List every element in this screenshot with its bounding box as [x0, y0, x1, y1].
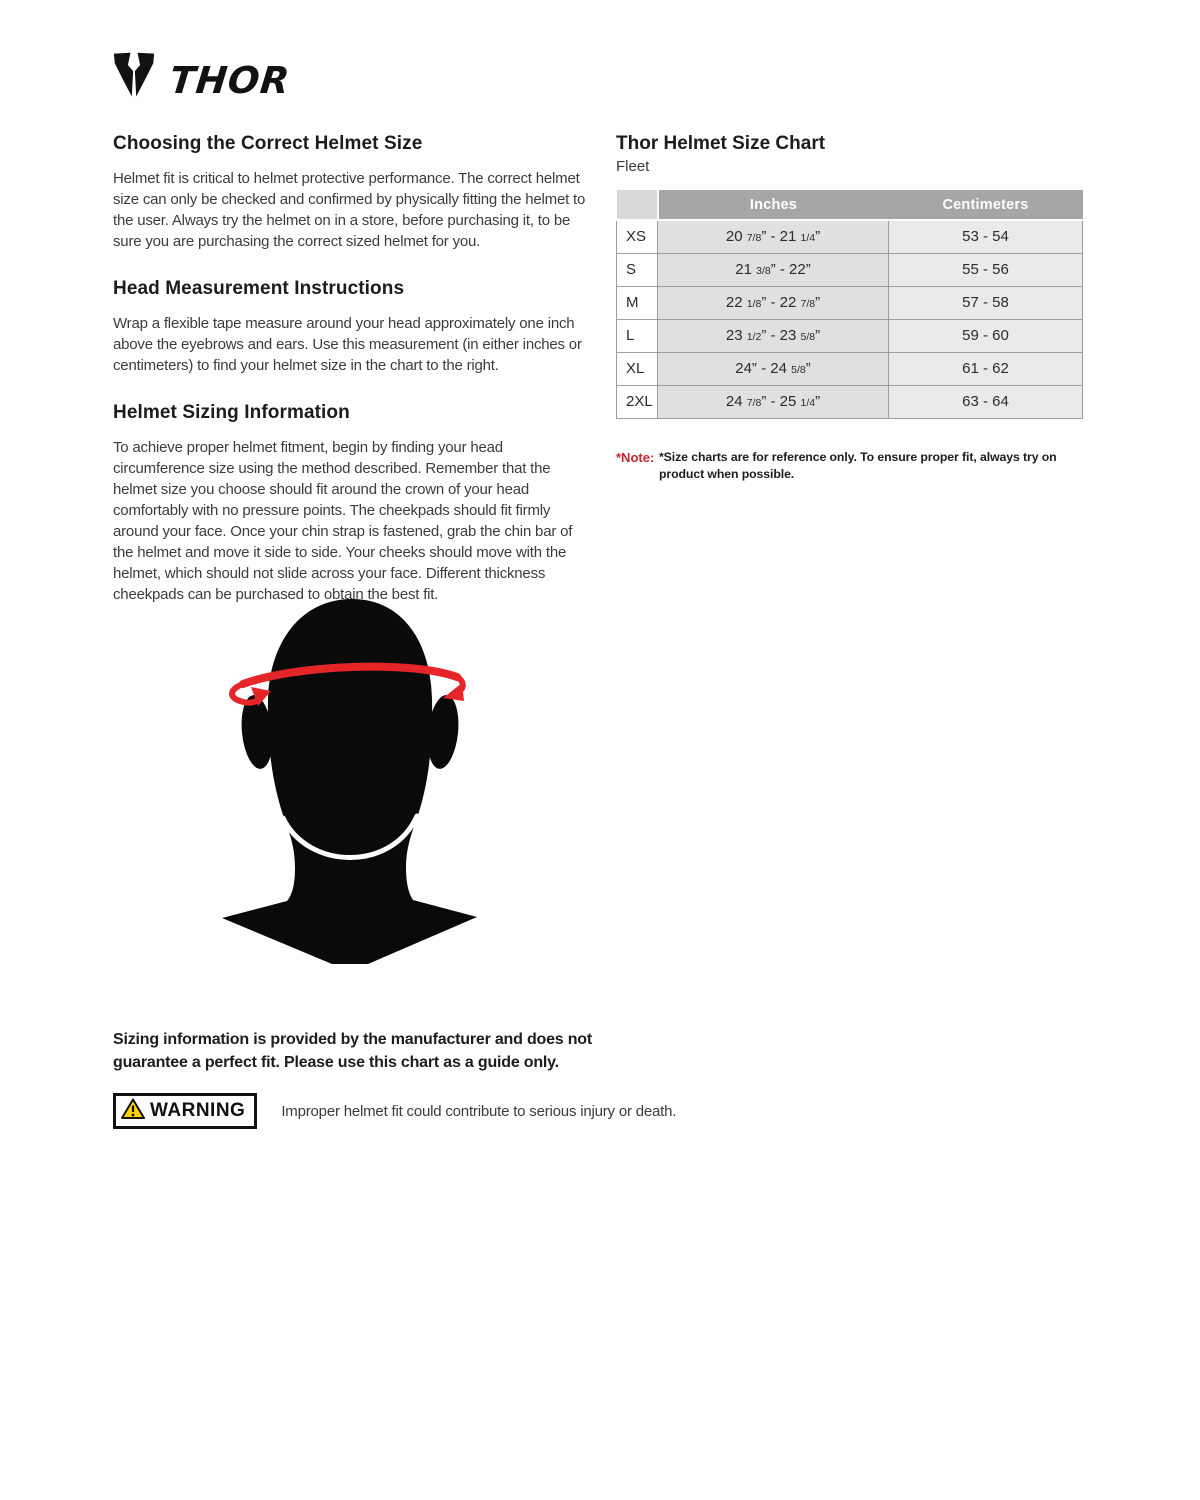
centimeters-cell: 57 - 58: [889, 286, 1083, 319]
size-chart-body: [617, 220, 1083, 418]
head-measurement-figure: [180, 580, 600, 1000]
warning-badge: [113, 1093, 257, 1129]
size-cell: L: [617, 319, 658, 352]
table-row: [617, 220, 1083, 253]
disclaimer: Sizing information is provided by the manufacturer and does not guarantee a perfect fit. Please use this chart as a guide only.: [113, 1031, 593, 1071]
centimeters-cell: 59 - 60: [889, 319, 1083, 352]
table-row: [617, 286, 1083, 319]
size-chart-table: [616, 190, 1083, 419]
centimeters-column-header: Centimeters: [889, 190, 1083, 220]
section-head-measurement: [113, 278, 593, 376]
centimeters-cell: 63 - 64: [889, 385, 1083, 418]
centimeters-cell: 55 - 56: [889, 253, 1083, 286]
size-cell: XS: [617, 220, 658, 253]
centimeters-cell: 53 - 54: [889, 220, 1083, 253]
section-heading: Head Measurement Instructions: [113, 278, 405, 299]
inches-cell: 20 7/8” - 21 1/4”: [658, 220, 889, 253]
corner-cell: [617, 190, 658, 220]
thor-wordmark: THOR: [167, 58, 293, 102]
inches-cell: 23 1/2” - 23 5/8”: [658, 319, 889, 352]
inches-cell: 22 1/8” - 22 7/8”: [658, 286, 889, 319]
size-cell: 2XL: [617, 385, 658, 418]
section-body: Wrap a flexible tape measure around your head approximately one inch above the eyebrows and ears. Use this measurement (in either inches or centimeters) to find your helmet size in the chart to the right.: [113, 315, 582, 374]
note: [616, 449, 1083, 483]
size-cell: M: [617, 286, 658, 319]
section-choosing-size: [113, 133, 593, 252]
warning-row: [113, 1093, 676, 1129]
thor-logo: [113, 52, 293, 104]
table-row: [617, 352, 1083, 385]
section-heading: Helmet Sizing Information: [113, 402, 350, 423]
inches-cell: 24” - 24 5/8”: [658, 352, 889, 385]
section-body: To achieve proper helmet fitment, begin by finding your head circumference size using the method described. Remember that the helmet size you choose should fit around the crown of your head comfortably with no pressure points. The cheekpads should fit firmly around your face. Once your chin strap is fastened, grab the chin bar of the helmet and move it side to side. Your cheeks should move with the helmet, which should not slide across your face. Different thickness cheekpads can be purchased to obtain the best fit.: [113, 439, 573, 603]
warning-text: Improper helmet fit could contribute to serious injury or death.: [281, 1102, 677, 1120]
section-sizing-information: [113, 402, 593, 605]
note-text: *Size charts are for reference only. To ensure proper fit, always try on product when possible.: [659, 449, 1057, 481]
inches-column-header: Inches: [658, 190, 889, 220]
size-chart-subtitle: Fleet: [616, 158, 650, 175]
section-body: Helmet fit is critical to helmet protective performance. The correct helmet size can only be checked and confirmed by physically fitting the helmet to the user. Always try the helmet on in a store, before purchasing it, to be sure you are purchasing the correct sized helmet for you.: [113, 170, 586, 250]
inches-cell: 24 7/8” - 25 1/4”: [658, 385, 889, 418]
size-cell: XL: [617, 352, 658, 385]
warning-label: WARNING: [150, 1100, 246, 1121]
centimeters-cell: 61 - 62: [889, 352, 1083, 385]
warning-triangle-icon: [121, 1098, 145, 1124]
size-cell: S: [617, 253, 658, 286]
note-label: *Note:: [616, 449, 655, 465]
table-header-row: [617, 190, 1083, 220]
head-silhouette: [222, 599, 477, 964]
size-chart-title: Thor Helmet Size Chart: [616, 133, 826, 154]
table-row: [617, 385, 1083, 418]
inches-cell: 21 3/8” - 22”: [658, 253, 889, 286]
instructions-column: [113, 133, 593, 605]
table-row: [617, 253, 1083, 286]
thor-horns-icon: [113, 52, 155, 104]
size-chart-panel: [616, 133, 1083, 483]
section-heading: Choosing the Correct Helmet Size: [113, 133, 423, 154]
table-row: [617, 319, 1083, 352]
